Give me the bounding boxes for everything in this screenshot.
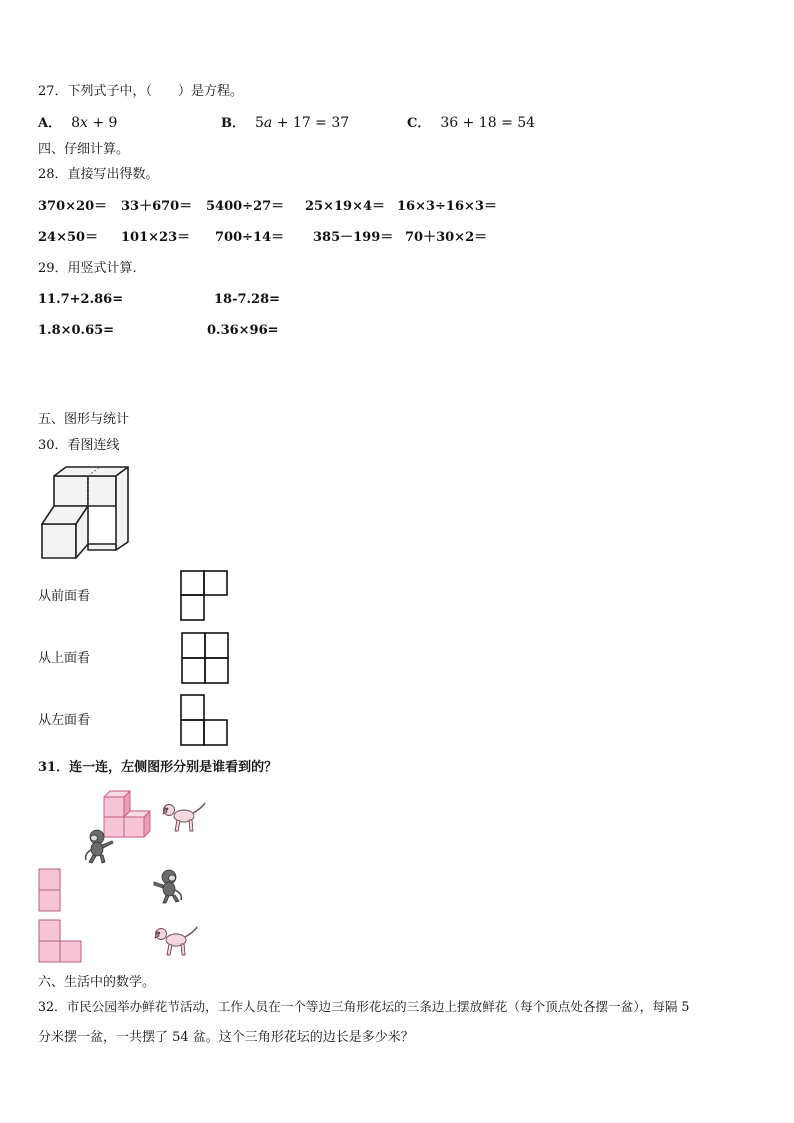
q32-line1: 32．市民公园举办鲜花节活动，工作人员在一个等边三角形花坛的三条边上摆放鲜花（每个顶点处各摆一盆），每隔 5 [38, 999, 690, 1014]
q29-stem: 29．用竖式计算. [38, 261, 137, 276]
vertical-calc-item: 18-7.28= [214, 292, 281, 307]
dog-icon [160, 800, 208, 836]
calc-item: 5400÷27＝ [206, 199, 285, 214]
section5-title: 五、图形与统计 [38, 412, 130, 427]
q27-option-a[interactable] [38, 115, 117, 132]
expr-var: x [80, 115, 88, 131]
calc-item: 16×3÷16×3＝ [397, 199, 497, 214]
q27-option-b[interactable] [221, 115, 349, 132]
expr-rest: + 9 [87, 115, 118, 131]
dog-icon[interactable] [152, 924, 200, 960]
calc-item: 24×50＝ [38, 230, 99, 245]
q27-stem: 27．下列式子中，（ ）是方程。 [38, 84, 244, 99]
option-label: A． [38, 116, 62, 131]
calc-item: 370×20＝ [38, 199, 108, 214]
monkey-icon[interactable] [152, 868, 186, 904]
section6-title: 六、生活中的数学。 [38, 975, 156, 990]
answer-shape-stack[interactable] [38, 868, 64, 914]
view-shape-front[interactable] [180, 570, 230, 622]
q30-stem: 30．看图连线 [38, 438, 120, 453]
calc-item: 700÷14＝ [215, 230, 285, 245]
q28-stem: 28．直接写出得数。 [38, 167, 159, 182]
q31-stem: 31．连一连，左侧图形分别是谁看到的？ [38, 760, 278, 775]
answer-shape-l[interactable] [38, 919, 84, 965]
view-shape-top[interactable] [181, 632, 231, 686]
vertical-calc-item: 11.7+2.86= [38, 292, 124, 307]
calc-item: 25×19×4＝ [305, 199, 386, 214]
view-label-left: 从左面看 [38, 713, 91, 728]
vertical-calc-item: 0.36×96= [207, 323, 279, 338]
monkey-icon [82, 828, 116, 864]
option-label: C． [407, 116, 431, 131]
expr-var: a [263, 115, 273, 131]
calc-item: 385－199＝ [313, 230, 394, 245]
view-label-front: 从前面看 [38, 589, 91, 604]
expr-coef: 8 [71, 115, 81, 131]
option-label: B． [221, 116, 245, 131]
expr-rest: 36 + 18 = 54 [440, 115, 536, 131]
q32-line2: 分米摆一盆，一共摆了 54 盆。这个三角形花坛的边长是多少米？ [38, 1030, 414, 1045]
calc-item: 101×23＝ [121, 230, 191, 245]
expr-rest: + 17 = 37 [272, 115, 350, 131]
view-shape-left[interactable] [180, 694, 230, 748]
calc-item: 33＋670＝ [121, 199, 193, 214]
view-label-top: 从上面看 [38, 651, 91, 666]
expr-coef: 5 [255, 115, 264, 131]
calc-item: 70＋30×2＝ [405, 230, 488, 245]
q30-solid-figure [36, 462, 132, 562]
section4-title: 四、仔细计算。 [38, 142, 130, 157]
q27-option-c[interactable] [407, 115, 535, 132]
vertical-calc-item: 1.8×0.65= [38, 323, 115, 338]
